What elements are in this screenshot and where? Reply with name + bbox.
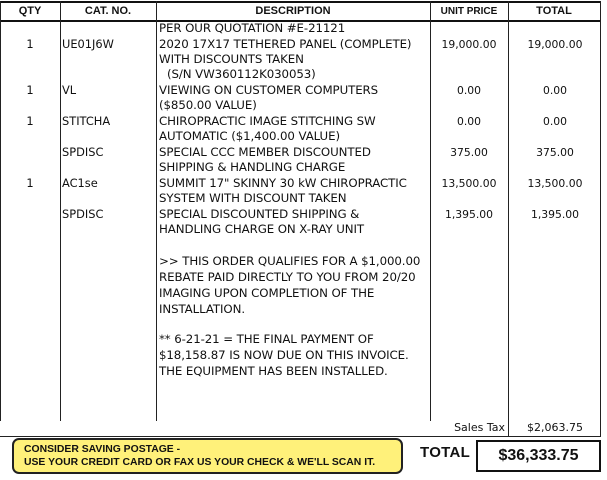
row-2-qty: 1 [26, 83, 34, 97]
grand-total-value: $36,333.75 [476, 440, 601, 472]
header-qty: QTY [18, 5, 42, 17]
row-6-total: 1,395.00 [530, 208, 580, 221]
row-4-cat: SPDISC [62, 145, 104, 159]
payment-note-line-0: ** 6-21-21 = THE FINAL PAYMENT OF [159, 332, 374, 346]
row-3-desc-line-1: AUTOMATIC ($1,400.00 VALUE) [159, 129, 340, 143]
col-divider-cat [156, 1, 157, 421]
grand-total-label: TOTAL [420, 444, 471, 461]
row-3-desc-line-0: CHIROPRACTIC IMAGE STITCHING SW [159, 114, 376, 128]
row-2-total: 0.00 [542, 84, 568, 97]
row-1-desc-line-1: WITH DISCOUNTS TAKEN [159, 52, 304, 66]
row-1-total: 19,000.00 [527, 38, 583, 51]
row-3-cat: STITCHA [62, 114, 111, 128]
rebate-note-line-3: INSTALLATION. [159, 302, 245, 316]
row-6-desc-line-0: SPECIAL DISCOUNTED SHIPPING & [159, 207, 360, 221]
row-5-cat: AC1se [62, 176, 98, 190]
header-unit-price: UNIT PRICE [440, 6, 498, 17]
row-5-total: 13,500.00 [527, 177, 583, 190]
row-5-desc-line-0: SUMMIT 17" SKINNY 30 kW CHIROPRACTIC [159, 176, 407, 190]
rebate-note-line-1: REBATE PAID DIRECTLY TO YOU FROM 20/20 [159, 270, 416, 284]
row-1-desc-line-0: 2020 17X17 TETHERED PANEL (COMPLETE) [159, 37, 412, 51]
row-2-desc-line-1: ($850.00 VALUE) [159, 98, 257, 112]
header-total: TOTAL [536, 5, 572, 17]
row-4-desc-line-1: SHIPPING & HANDLING CHARGE [159, 160, 346, 174]
row-1-unit-price: 19,000.00 [441, 38, 497, 51]
row-6-cat: SPDISC [62, 207, 104, 221]
row-0-desc-line-0: PER OUR QUOTATION #E-21121 [159, 21, 346, 35]
payment-note-line-2: THE EQUIPMENT HAS BEEN INSTALLED. [159, 364, 388, 378]
header-cat-no: CAT. NO. [84, 5, 132, 17]
header-description: DESCRIPTION [255, 5, 331, 17]
postage-note-line-2: USE YOUR CREDIT CARD OR FAX US YOUR CHECK & WE'LL SCAN IT. [24, 457, 376, 468]
table-bottom-border [0, 436, 601, 437]
row-2-desc-line-0: VIEWING ON CUSTOMER COMPUTERS [159, 83, 379, 97]
postage-note [12, 438, 403, 474]
row-5-desc-line-1: SYSTEM WITH DISCOUNT TAKEN [159, 191, 347, 205]
row-4-unit-price: 375.00 [450, 146, 488, 159]
row-3-unit-price: 0.00 [456, 115, 482, 128]
row-5-qty: 1 [26, 176, 34, 190]
row-2-cat: VL [62, 83, 77, 97]
row-4-desc-line-0: SPECIAL CCC MEMBER DISCOUNTED [159, 145, 371, 159]
row-6-desc-line-1: HANDLING CHARGE ON X-RAY UNIT [159, 222, 365, 236]
row-6-unit-price: 1,395.00 [444, 208, 494, 221]
col-divider-qty [60, 1, 61, 421]
row-1-qty: 1 [26, 37, 34, 51]
payment-note-line-1: $18,158.87 IS NOW DUE ON THIS INVOICE. [159, 348, 409, 362]
postage-note-line-1: CONSIDER SAVING POSTAGE - [24, 444, 181, 455]
row-3-total: 0.00 [542, 115, 568, 128]
table-left-border [0, 1, 1, 421]
row-3-qty: 1 [26, 114, 34, 128]
sales-tax-value: $2,063.75 [527, 421, 583, 434]
rebate-note-line-0: >> THIS ORDER QUALIFIES FOR A $1,000.00 [159, 254, 421, 268]
sales-tax-label: Sales Tax [454, 421, 505, 434]
row-5-unit-price: 13,500.00 [441, 177, 497, 190]
row-4-total: 375.00 [536, 146, 574, 159]
row-1-desc-line-2: (S/N VW360112K030053) [167, 67, 316, 81]
row-2-unit-price: 0.00 [456, 84, 482, 97]
rebate-note-line-2: IMAGING UPON COMPLETION OF THE [159, 286, 375, 300]
row-1-cat: UE01J6W [62, 37, 114, 51]
